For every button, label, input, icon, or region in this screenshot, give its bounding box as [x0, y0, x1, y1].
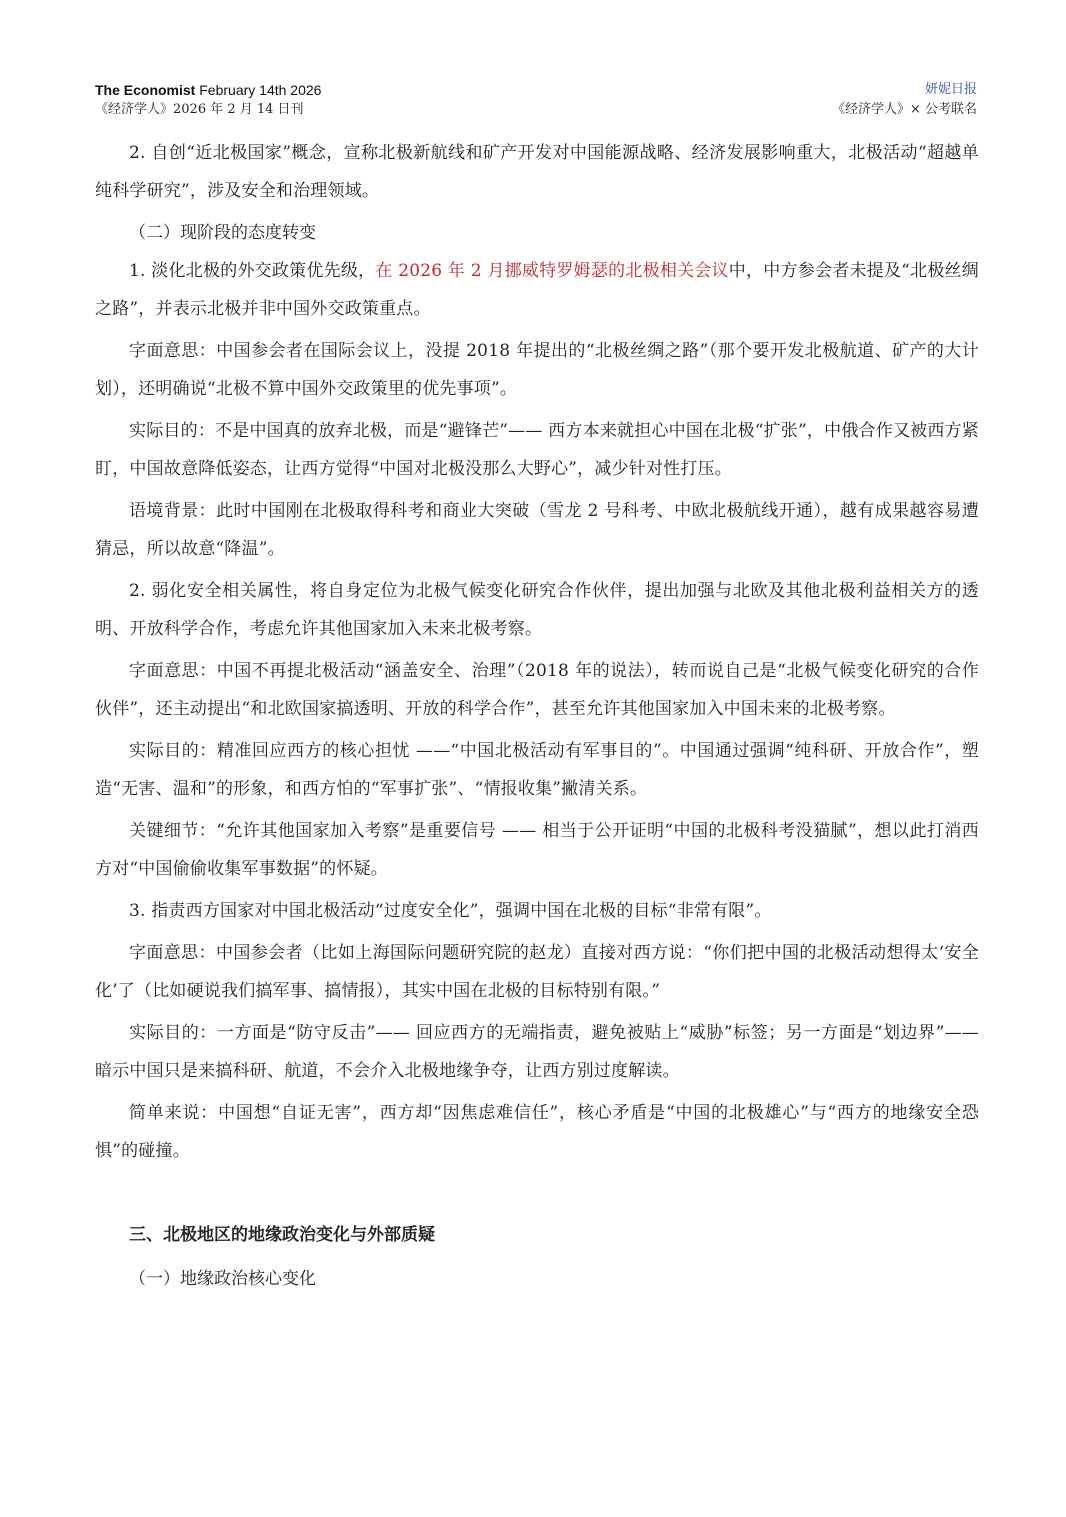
issue-date: February 14th 2026	[195, 82, 322, 98]
brand-name: The Economist	[95, 82, 196, 98]
paragraph: 2. 弱化安全相关属性，将自身定位为北极气候变化研究合作伙伴，提出加强与北欧及其他北极利益相关方的透明、开放科学合作，考虑允许其他国家加入未来北极考察。	[95, 581, 979, 639]
paragraph: 3. 指责西方国家对中国北极活动“过度安全化”，强调中国在北极的目标“非常有限”。	[129, 901, 772, 921]
paragraph: 实际目的：不是中国真的放弃北极，而是“避锋芒”—— 西方本来就担心中国在北极“扩张”，中俄合作又被西方紧盯，中国故意降低姿态，让西方觉得“中国对北极没那么大野心”，减少针对性打压。	[95, 421, 979, 479]
paragraph-text: 中，中方参会者未提及“北极丝绸之路”，并表示北极并非中国外交政策重点。	[95, 261, 979, 319]
subheading: （二）现阶段的态度转变	[129, 223, 316, 243]
masthead	[95, 80, 321, 100]
paragraph-text: 1. 淡化北极的外交政策优先级，	[129, 261, 376, 281]
highlighted-text: 在 2026 年 2 月挪威特罗姆瑟的北极相关会议	[375, 261, 729, 281]
paragraph: 语境背景：此时中国刚在北极取得科考和商业大突破（雪龙 2 号科考、中欧北极航线开通），越有成果越容易遭猜忌，所以故意“降温”。	[95, 501, 979, 559]
subheading: （一）地缘政治核心变化	[129, 1269, 316, 1289]
section-heading: 三、北极地区的地缘政治变化与外部质疑	[129, 1225, 435, 1245]
paragraph: 字面意思：中国参会者（比如上海国际问题研究院的赵龙）直接对西方说：“你们把中国的北极活动想得太‘安全化’了（比如硬说我们搞军事、搞情报），其实中国在北极的目标特别有限。”	[95, 943, 979, 1001]
paragraph: 字面意思：中国不再提北极活动“涵盖安全、治理”（2018 年的说法），转而说自己是“北极气候变化研究的合作伙伴”，还主动提出“和北欧国家搞透明、开放的科学合作”，甚至允许其他国家加入中国未来的北极考察。	[95, 661, 979, 719]
publisher-tag: 《经济学人》× 公考联名	[831, 102, 977, 117]
paragraph: 字面意思：中国参会者在国际会议上，没提 2018 年提出的“北极丝绸之路”（那个要开发北极航道、矿产的大计划），还明确说“北极不算中国外交政策里的优先事项”。	[95, 341, 979, 399]
issue-label: 《经济学人》2026 年 2 月 14 日刊	[95, 102, 304, 117]
paragraph: 关键细节：“允许其他国家加入考察”是重要信号 —— 相当于公开证明“中国的北极科考没猫腻”，想以此打消西方对“中国偷偷收集军事数据”的怀疑。	[95, 821, 979, 879]
spacer	[95, 1174, 979, 1216]
paragraph: 实际目的：一方面是“防守反击”—— 回应西方的无端指责，避免被贴上“威胁”标签；另一方面是“划边界”—— 暗示中国只是来搞科研、航道，不会介入北极地缘争夺，让西方别过度解读。	[95, 1023, 979, 1081]
article-body	[95, 134, 979, 1298]
header-left	[95, 80, 321, 120]
publisher-name: 妍妮日报	[924, 82, 977, 97]
paragraph: 2. 自创“近北极国家”概念，宣称北极新航线和矿产开发对中国能源战略、经济发展影响重大，北极活动“超越单纯科学研究”，涉及安全和治理领域。	[95, 143, 979, 201]
paragraph: 简单来说：中国想“自证无害”，西方却“因焦虑难信任”，核心矛盾是“中国的北极雄心”与“西方的地缘安全恐惧”的碰撞。	[95, 1103, 979, 1161]
header-right	[832, 80, 977, 120]
paragraph: 实际目的：精准回应西方的核心担忧 ——“中国北极活动有军事目的”。中国通过强调“纯科研、开放合作”，塑造“无害、温和”的形象，和西方怕的“军事扩张”、“情报收集”撇清关系。	[95, 741, 979, 799]
paragraph	[95, 252, 979, 328]
